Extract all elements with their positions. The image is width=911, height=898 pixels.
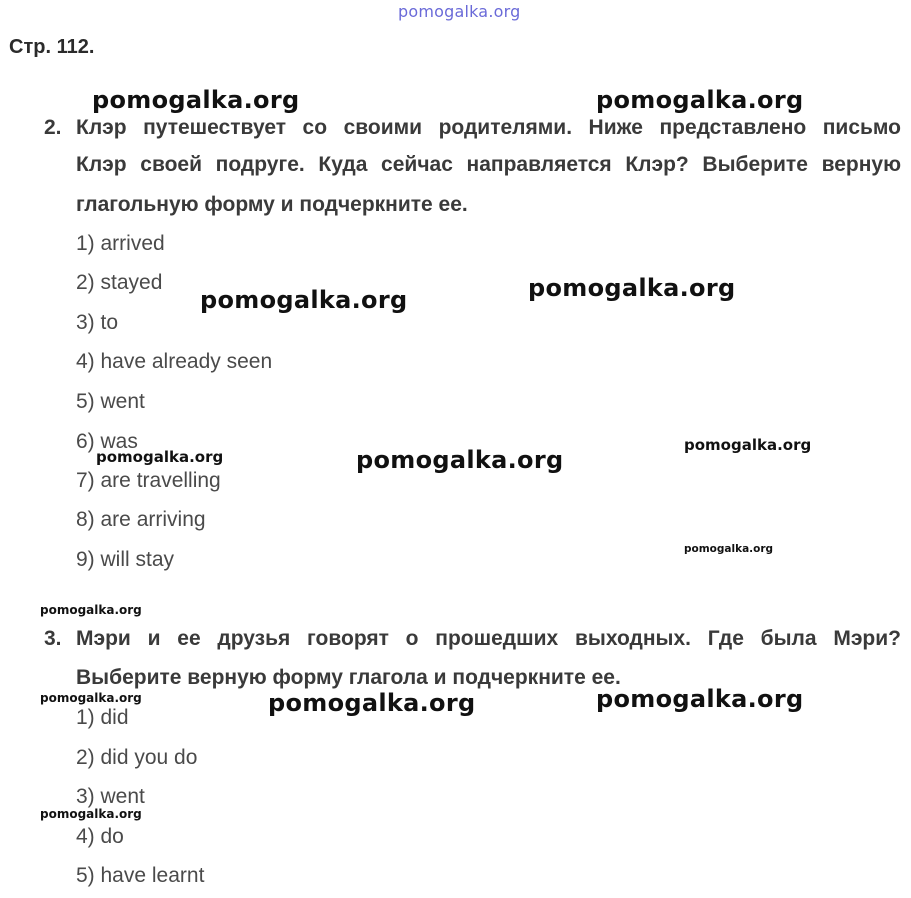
task-3-number: 3. [44,627,62,650]
task-2-number: 2. [44,116,62,139]
task-2-option: 6) was [76,430,138,453]
watermark: pomogalka.org [684,436,812,454]
task-3-line-1: Мэри и ее друзья говорят о прошедших выходных. Где была Мэри? [76,627,901,650]
watermark: pomogalka.org [528,274,736,302]
page-label: Стр. 112. [9,36,95,58]
task-2-option: 1) arrived [76,232,165,255]
watermark: pomogalka.org [40,691,142,705]
task-2-option: 3) to [76,311,119,334]
task-3-option: 5) have learnt [76,864,205,887]
task-3-option: 3) went [76,785,145,808]
top-watermark: pomogalka.org [398,2,521,21]
task-3-option: 1) did [76,706,129,729]
task-3-option: 4) do [76,825,124,848]
task-3-option: 2) did you do [76,746,198,769]
watermark: pomogalka.org [684,543,774,555]
task-2-line-2: Клэр своей подруге. Куда сейчас направляется Клэр? Выберите верную [76,153,901,176]
watermark: pomogalka.org [92,86,300,114]
watermark: pomogalka.org [596,685,804,713]
watermark: pomogalka.org [356,446,564,474]
task-2-option: 9) will stay [76,548,175,571]
watermark: pomogalka.org [96,448,224,466]
task-2-option: 5) went [76,390,145,413]
task-2-line-3: глагольную форму и подчеркните ее. [76,193,468,216]
watermark: pomogalka.org [40,603,142,617]
task-2-option: 4) have already seen [76,350,273,373]
watermark: pomogalka.org [596,86,804,114]
watermark: pomogalka.org [268,689,476,717]
task-3-line-2: Выберите верную форму глагола и подчеркните ее. [76,666,621,689]
watermark: pomogalka.org [40,807,142,821]
watermark: pomogalka.org [200,286,408,314]
task-2-option: 2) stayed [76,271,163,294]
task-2-option: 8) are arriving [76,508,206,531]
task-2-option: 7) are travelling [76,469,221,492]
task-2-line-1: Клэр путешествует со своими родителями. Ниже представлено письмо [76,116,901,139]
